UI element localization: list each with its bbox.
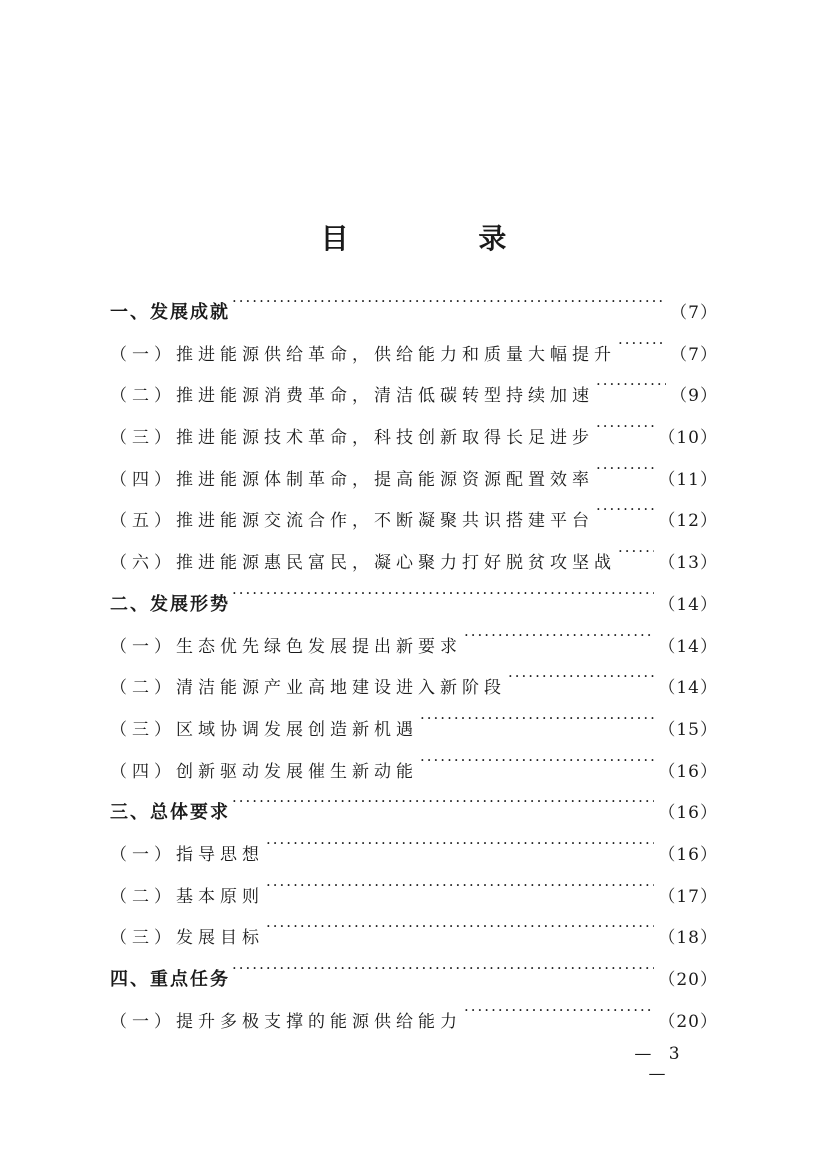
toc-entry (110, 626, 718, 668)
toc-leader-dots (232, 292, 666, 318)
toc-leader-dots (464, 1001, 654, 1027)
toc-leader-dots (266, 834, 654, 860)
toc-entry (110, 1001, 718, 1043)
toc-entry-title: （一）推进能源供给革命，供给能力和质量大幅提升 (110, 344, 616, 365)
toc-entry-page: （14） (658, 636, 718, 657)
toc-entry (110, 584, 718, 626)
toc-entry (110, 375, 718, 417)
toc-leader-dots (618, 334, 666, 360)
toc-entry-page: （18） (658, 928, 718, 949)
toc-entry-page: （9） (670, 386, 718, 407)
toc-entry-title: （五）推进能源交流合作，不断凝聚共识搭建平台 (110, 511, 594, 532)
toc-entry-page: （12） (658, 511, 718, 532)
toc-leader-dots (420, 751, 654, 777)
toc-leader-dots (232, 584, 654, 610)
toc-entry (110, 292, 718, 334)
toc-entry-title: 二、发展形势 (110, 593, 230, 615)
toc-leader-dots (266, 917, 654, 943)
toc-leader-dots (596, 417, 654, 443)
toc-leader-dots (266, 876, 654, 902)
toc-entry (110, 834, 718, 876)
table-of-contents (110, 292, 718, 1042)
toc-entry (110, 417, 718, 459)
toc-entry-page: （11） (658, 469, 718, 490)
toc-entry-title: （一）提升多极支撑的能源供给能力 (110, 1011, 462, 1032)
toc-leader-dots (596, 500, 654, 526)
toc-entry (110, 667, 718, 709)
toc-entry-page: （16） (658, 803, 718, 824)
toc-entry (110, 917, 718, 959)
toc-entry-title: （四）创新驱动发展催生新动能 (110, 761, 418, 782)
toc-leader-dots (596, 375, 666, 401)
toc-entry-page: （7） (670, 303, 718, 323)
toc-entry-title: 一、发展成就 (110, 302, 230, 323)
toc-entry-title: （一）指导思想 (110, 844, 264, 865)
toc-entry-page: （7） (670, 344, 718, 365)
toc-entry-title: （三）发展目标 (110, 928, 264, 949)
toc-entry-title: （四）推进能源体制革命，提高能源资源配置效率 (110, 469, 594, 490)
toc-entry-page: （20） (658, 970, 718, 990)
toc-leader-dots (508, 667, 654, 693)
toc-entry-page: （16） (658, 761, 718, 782)
toc-entry-title: （二）清洁能源产业高地建设进入新阶段 (110, 678, 506, 699)
toc-leader-dots (420, 709, 654, 735)
toc-entry (110, 459, 718, 501)
toc-entry (110, 792, 718, 834)
toc-entry (110, 542, 718, 584)
toc-entry-page: （14） (658, 594, 718, 615)
toc-entry (110, 334, 718, 376)
toc-leader-dots (232, 792, 654, 818)
toc-leader-dots (618, 542, 654, 568)
toc-entry-title: 四、重点任务 (110, 969, 230, 990)
toc-entry-page: （13） (658, 553, 718, 574)
toc-entry (110, 709, 718, 751)
toc-leader-dots (232, 959, 654, 985)
toc-entry-title: （六）推进能源惠民富民，凝心聚力打好脱贫攻坚战 (110, 553, 616, 574)
toc-leader-dots (464, 626, 654, 652)
toc-entry-title: （二）推进能源消费革命，清洁低碳转型持续加速 (110, 386, 594, 407)
page-number: — 3 — (634, 1044, 686, 1084)
toc-entry-title: （三）推进能源技术革命，科技创新取得长足进步 (110, 428, 594, 449)
toc-entry-title: （一）生态优先绿色发展提出新要求 (110, 636, 462, 657)
toc-entry-page: （20） (658, 1011, 718, 1032)
toc-entry-page: （10） (658, 428, 718, 449)
toc-entry-title: （三）区域协调发展创造新机遇 (110, 719, 418, 740)
toc-entry-page: （15） (658, 719, 718, 740)
toc-entry-title: （二）基本原则 (110, 886, 264, 907)
page-title: 目 录 (320, 222, 567, 255)
toc-entry-page: （16） (658, 844, 718, 865)
toc-entry (110, 751, 718, 793)
toc-entry (110, 500, 718, 542)
toc-entry-page: （17） (658, 886, 718, 907)
toc-leader-dots (596, 459, 654, 485)
toc-entry (110, 876, 718, 918)
toc-entry-title: 三、总体要求 (110, 802, 230, 824)
toc-entry (110, 959, 718, 1001)
toc-entry-page: （14） (658, 678, 718, 699)
